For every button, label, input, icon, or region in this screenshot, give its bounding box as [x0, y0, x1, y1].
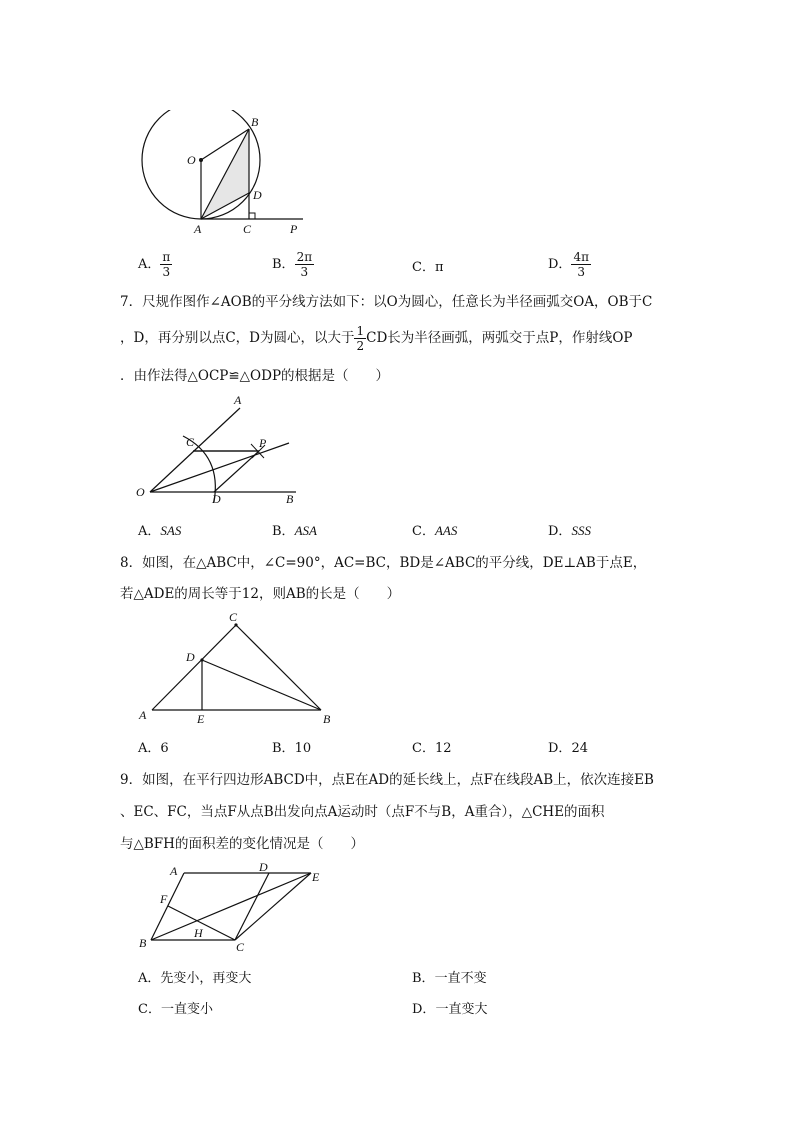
q8-label-E: E: [197, 712, 205, 726]
q6-label-B: B: [251, 115, 259, 129]
q8-text-line1: 8．如图，在△ABC中，∠C=90°，AC=BC，BD是∠ABC的平分线，DE⊥AB于点E，: [120, 555, 647, 571]
q6-label-A: A: [194, 222, 202, 236]
q7-text-line2: ，D，再分别以点C，D为圆心，以大于 $\frac{1}{2}$ CD长为半径画弧，两弧交于点P，作射线OP: [120, 324, 633, 353]
q6-option-a: A． $\frac{\pi}{3}$: [138, 250, 171, 279]
q9-label-F: F: [160, 892, 168, 906]
q7-option-b: B．ASA: [272, 523, 317, 539]
q6-label-D: D: [253, 188, 262, 202]
q8-option-a: A．6: [138, 741, 169, 756]
q8-figure: [130, 605, 340, 730]
q6-label-P: P: [290, 222, 298, 236]
q9-figure: [130, 855, 340, 955]
q9-text-line3: 与△BFH的面积差的变化情况是（ ）: [120, 836, 364, 852]
q7-text-line1: 7．尺规作图作∠AOB的平分线方法如下：以O为圆心，任意长为半径画弧交OA，OB于C: [120, 294, 653, 310]
q7-label-D: D: [212, 492, 221, 506]
q6-option-b: B． $\frac{2\pi}{3}$: [272, 250, 313, 279]
q8-option-d: D．24: [548, 741, 588, 756]
q8-label-B: B: [323, 712, 331, 726]
q7-figure: [130, 390, 310, 510]
q7-label-O: O: [136, 485, 145, 499]
q9-label-D: D: [259, 860, 268, 874]
q9-option-d: D．一直变大: [412, 1002, 488, 1017]
q9-label-H: H: [194, 926, 203, 940]
q9-label-B: B: [139, 936, 147, 950]
q9-option-b: B．一直不变: [412, 971, 487, 986]
q7-label-C: C: [186, 435, 195, 449]
q7-option-a: A．SAS: [138, 523, 182, 539]
q7-option-c: C．AAS: [412, 523, 458, 539]
q7-label-B: B: [286, 492, 294, 506]
q9-option-c: C．一直变小: [138, 1002, 213, 1017]
q9-text-line2: 、EC、FC，当点F从点B出发向点A运动时（点F不与B，A重合），△CHE的面积: [120, 804, 605, 820]
q9-label-E: E: [312, 870, 320, 884]
q9-text-line1: 9．如图，在平行四边形ABCD中，点E在AD的延长线上，点F在线段AB上，依次连接EB: [120, 772, 654, 788]
q8-option-b: B．10: [272, 741, 312, 756]
q9-label-A: A: [170, 864, 178, 878]
q7-option-d: D．SSS: [548, 523, 591, 539]
q9-option-a: A．先变小，再变大: [138, 971, 252, 986]
q8-label-A: A: [139, 708, 147, 722]
q8-option-c: C．12: [412, 741, 452, 756]
q8-label-D: D: [186, 650, 195, 664]
q7-label-P: P: [259, 436, 267, 450]
q8-text-line2: 若△ADE的周长等于12，则AB的长是（ ）: [120, 586, 401, 602]
q6-label-C: C: [243, 222, 252, 236]
q9-label-C: C: [236, 940, 245, 954]
q6-figure: [130, 110, 320, 240]
q6-label-O: O: [187, 153, 196, 167]
q6-option-d: D． $\frac{4\pi}{3}$: [548, 250, 589, 279]
q6-option-c: C．π: [412, 260, 444, 275]
q8-label-C: C: [229, 610, 238, 624]
q7-label-A: A: [234, 393, 242, 407]
q7-text-line3: ．由作法得△OCP≌△ODP的根据是（ ）: [120, 368, 390, 384]
